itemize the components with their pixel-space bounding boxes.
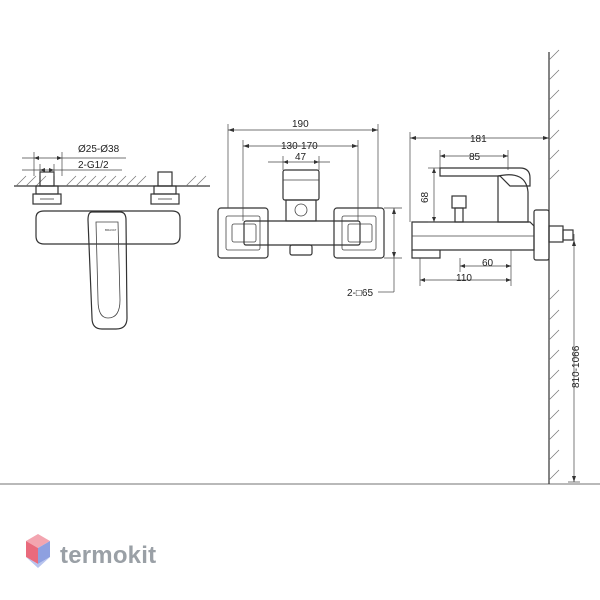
top-spout-outlet xyxy=(290,245,312,255)
dim-overall-width xyxy=(228,119,378,208)
dim-overall-width-label: 190 xyxy=(292,119,309,130)
dim-spout-outlet xyxy=(460,258,511,272)
right-flange xyxy=(334,208,384,258)
right-connector xyxy=(151,172,179,204)
wall-hatch xyxy=(16,176,206,186)
left-connector xyxy=(33,172,61,204)
front-view xyxy=(14,144,210,329)
dim-lever-length-label: 85 xyxy=(469,152,481,163)
dim-height-label: 68 xyxy=(420,191,431,203)
dim-collar-label: Ø25-Ø38 xyxy=(78,144,120,155)
dim-lever-length xyxy=(440,150,508,170)
dim-collar xyxy=(22,144,126,176)
side-view xyxy=(410,50,582,484)
dim-spout-width xyxy=(268,152,330,170)
dim-body-depth-label: 110 xyxy=(456,273,472,284)
diverter-knob xyxy=(452,196,466,222)
top-body xyxy=(244,221,360,245)
side-lever xyxy=(440,168,530,186)
side-wall-hatch xyxy=(549,50,559,480)
dim-overall-depth-label: 181 xyxy=(470,134,487,145)
termokit-logo xyxy=(26,534,156,569)
dim-thread-label: 2-G1/2 xyxy=(78,160,109,171)
handle-inner xyxy=(96,222,120,318)
dim-spout-outlet-label: 60 xyxy=(482,258,494,269)
top-view xyxy=(218,119,402,299)
dim-spout-width-label: 47 xyxy=(295,152,307,163)
handle-brand-mark: BRAVAT xyxy=(105,228,117,232)
dim-flange xyxy=(347,208,402,299)
top-cartridge xyxy=(283,170,319,221)
side-connector xyxy=(534,210,573,260)
dim-height xyxy=(420,168,440,222)
dim-mount-height xyxy=(568,234,582,482)
dim-flange-label: 2-□65 xyxy=(347,288,374,299)
side-cartridge xyxy=(498,175,528,222)
dim-center-distance-label: 130-170 xyxy=(281,141,318,152)
side-spout-outlet xyxy=(412,250,440,258)
dim-thread xyxy=(22,160,122,176)
logo-text: termokit xyxy=(60,542,157,569)
dim-mount-height-label: 810-1066 xyxy=(571,345,582,388)
dim-body-depth xyxy=(420,250,511,286)
logo-hexagon-icon xyxy=(26,534,50,568)
